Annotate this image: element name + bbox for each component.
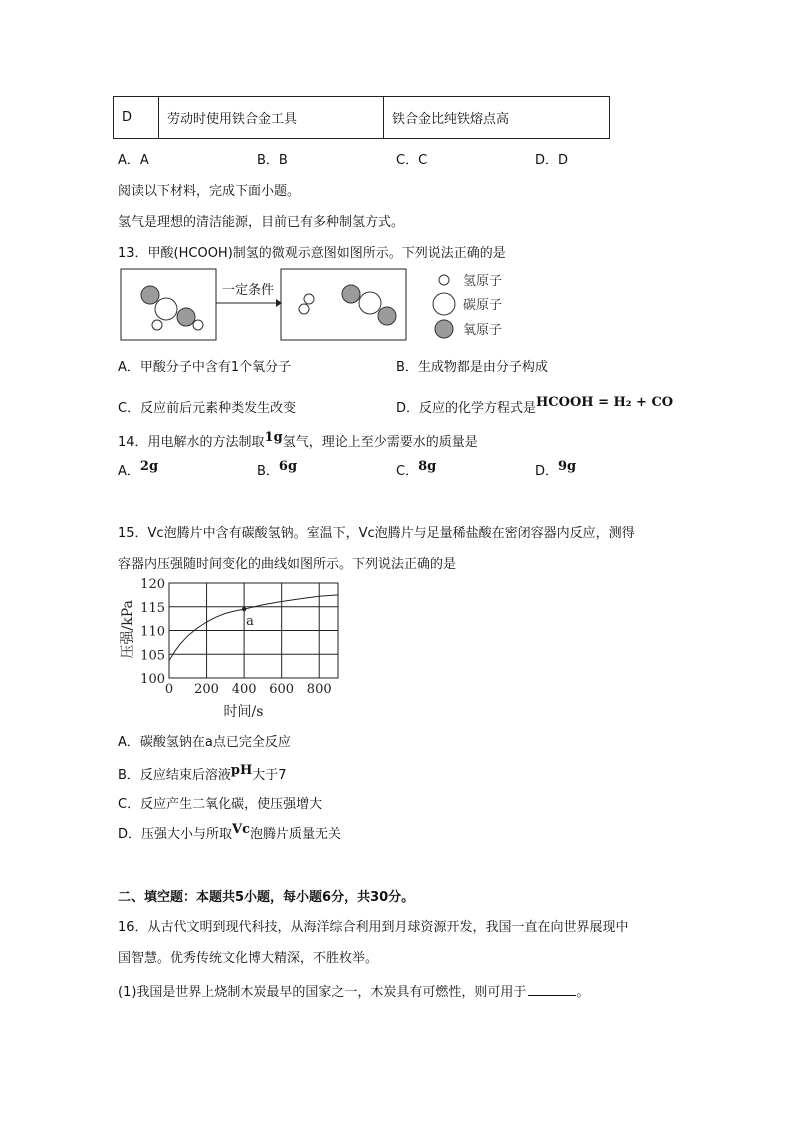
x-tick-label: 200 xyxy=(194,682,219,697)
y-tick-label: 105 xyxy=(140,648,165,664)
arrow-label: 一定条件 xyxy=(222,283,275,298)
q14-option-a: A．2g xyxy=(118,459,159,479)
product-box xyxy=(281,269,406,340)
q15-option-c: C．反应产生二氧化碳，使压强增大 xyxy=(118,797,323,812)
legend-oxygen: 氧原子 xyxy=(463,323,503,338)
section-title: 二、填空题：本题共5小题，每小题6分，共30分。 xyxy=(118,890,415,905)
q14-option-b: B．6g xyxy=(257,459,298,479)
legend-hydrogen-icon xyxy=(439,275,449,285)
answer-blank[interactable] xyxy=(528,983,576,996)
x-tick-label: 400 xyxy=(231,682,257,697)
oxygen-atom xyxy=(141,286,159,304)
oxygen-atom xyxy=(177,308,195,326)
y-axis-label: 压强/kPa xyxy=(120,600,136,659)
legend-hydrogen: 氢原子 xyxy=(463,274,503,289)
q14-option-d: D．9g xyxy=(535,459,577,479)
legend-carbon-icon xyxy=(433,293,455,315)
q13-option-d xyxy=(396,397,673,416)
intro-material: 氢气是理想的清洁能源，目前已有多种制氢方式。 xyxy=(118,215,405,230)
q15-option-b: B．反应结束后溶液pH大于7 xyxy=(118,763,287,783)
q13-option-c: C．反应前后元素种类发生改变 xyxy=(118,401,297,416)
q14-stem-a: 14．用电解水的方法制取 xyxy=(118,435,265,450)
q15-option-d: D．压强大小与所取Vc泡腾片质量无关 xyxy=(118,822,342,842)
oxygen-atom xyxy=(378,307,396,325)
hydrogen-atom xyxy=(299,304,309,314)
y-tick-label: 115 xyxy=(140,600,165,616)
q12-option-b: B．B xyxy=(257,153,288,168)
table-cell-reason: 铁合金比纯铁熔点高 xyxy=(384,97,610,139)
q16-stem-line2: 国智慧。优秀传统文化博大精深，不胜枚举。 xyxy=(118,951,379,966)
point-a-label: a xyxy=(246,614,254,630)
legend-oxygen-icon xyxy=(435,320,453,338)
hydrogen-atom xyxy=(193,320,203,330)
table-cell-practice: 劳动时使用铁合金工具 xyxy=(159,97,384,139)
q12-option-a: A．A xyxy=(118,153,149,168)
intro-instruction: 阅读以下材料，完成下面小题。 xyxy=(118,184,301,199)
legend-carbon: 碳原子 xyxy=(463,298,503,313)
q14-option-c: C．8g xyxy=(396,459,437,479)
table-cell-option: D xyxy=(114,97,159,139)
y-tick-label: 110 xyxy=(140,624,165,640)
q16-stem-line1: 16．从古代文明到现代科技，从海洋综合利用到月球资源开发，我国一直在向世界展现中 xyxy=(118,920,629,935)
oxygen-atom xyxy=(342,285,360,303)
x-axis-label: 时间/s xyxy=(223,704,264,720)
q14-stem xyxy=(118,431,478,450)
hydrogen-atom xyxy=(152,320,162,330)
q13-option-b: B．生成物都是由分子构成 xyxy=(396,360,548,375)
equation: HCOOH = H₂ + CO xyxy=(536,395,674,410)
q14-stem-b: 氢气，理论上至少需要水的质量是 xyxy=(282,435,478,450)
carbon-atom xyxy=(359,292,381,314)
x-tick-label: 800 xyxy=(306,682,332,697)
q12-option-c: C．C xyxy=(396,153,428,168)
hydrogen-atom xyxy=(304,294,314,304)
q12-option-d: D．D xyxy=(535,153,569,168)
x-tick-label: 600 xyxy=(269,682,295,697)
y-tick-label: 120 xyxy=(140,577,165,592)
q13-option-a: A．甲酸分子中含有1个氧分子 xyxy=(118,360,292,375)
x-tick-label: 0 xyxy=(164,682,174,697)
q13-option-d-text: D．反应的化学方程式是 xyxy=(396,401,537,416)
carbon-atom xyxy=(155,298,177,320)
pressure-time-chart xyxy=(112,575,352,723)
q16-sub1: (1)我国是世界上烧制木炭最早的国家之一，木炭具有可燃性，则可用于 。 xyxy=(118,985,590,1000)
q13-stem: 13．甲酸(HCOOH)制氢的微观示意图如图所示。下列说法正确的是 xyxy=(118,246,506,261)
reaction-diagram xyxy=(118,266,518,346)
answer-table xyxy=(113,96,610,139)
q15-stem-line2: 容器内压强随时间变化的曲线如图所示。下列说法正确的是 xyxy=(118,557,457,572)
q15-stem-line1: 15．Vc泡腾片中含有碳酸氢钠。室温下，Vc泡腾片与足量稀盐酸在密闭容器内反应，测得 xyxy=(118,526,635,541)
point-a-marker xyxy=(242,607,246,611)
q14-mass: 1g xyxy=(264,430,283,445)
q15-option-a: A．碳酸氢钠在a点已完全反应 xyxy=(118,735,291,750)
table-row xyxy=(114,97,610,139)
y-tick-label: 100 xyxy=(140,672,165,687)
